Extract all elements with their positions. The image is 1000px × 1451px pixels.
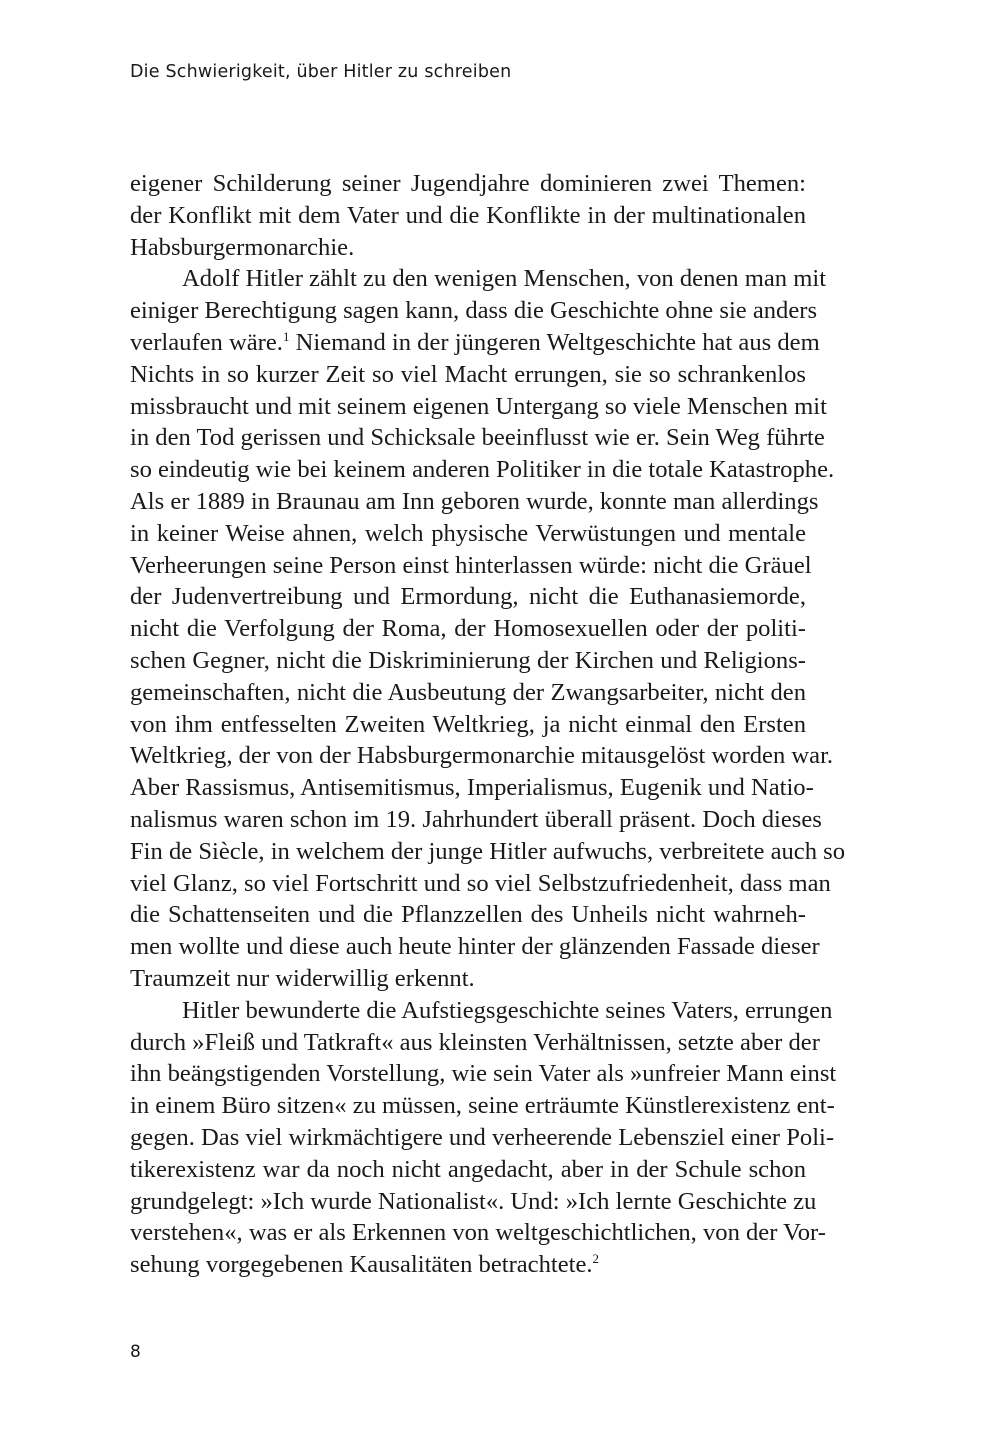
page-number: 8 [130, 1342, 141, 1362]
text-line: eigener Schilderung seiner Jugendjahre dominieren zwei Themen: [130, 170, 806, 197]
text-line: nicht die Verfolgung der Roma, der Homosexuellen oder der politi- [130, 615, 806, 643]
text-line: gegen. Das viel wirkmächtigere und verheerende Lebensziel einer Poli- [130, 1123, 835, 1151]
text-fragment: verlaufen wäre. [130, 328, 283, 356]
text-line: die Schattenseiten und die Pflanzzellen des Unheils nicht wahrneh- [130, 901, 806, 929]
text-line: einiger Berechtigung sagen kann, dass die Geschichte ohne sie anders [130, 297, 818, 325]
text-line: missbraucht und mit seinem eigenen Untergang so viele Menschen mit [130, 392, 827, 420]
footnote-marker[interactable]: 2 [592, 1251, 600, 1267]
text-line: schen Gegner, nicht die Diskriminierung der Kirchen und Religions- [130, 646, 806, 674]
text-line: in einem Büro sitzen« zu müssen, seine erträumte Künstlerexistenz ent- [130, 1092, 835, 1120]
text-line: Nichts in so kurzer Zeit so viel Macht errungen, sie so schrankenlos [130, 360, 806, 388]
text-line: Verheerungen seine Person einst hinterlassen würde: nicht die Gräuel [130, 551, 812, 579]
body-text [130, 168, 846, 1281]
text-fragment: sehung vorgegebenen Kausalitäten betrachtete. [130, 1251, 593, 1279]
text-line: verstehen«, was er als Erkennen von weltgeschichtlichen, von der Vor- [130, 1219, 826, 1247]
paragraph [130, 263, 846, 994]
running-head: Die Schwierigkeit, über Hitler zu schreiben [130, 62, 512, 82]
text-line: Fin de Siècle, in welchem der junge Hitler aufwuchs, verbreitete auch so [130, 837, 846, 865]
text-line: viel Glanz, so viel Fortschritt und so viel Selbstzufriedenheit, dass man [130, 869, 831, 897]
text-line: der Judenvertreibung und Ermordung, nicht die Euthanasiemorde, [130, 583, 806, 611]
text-line: Als er 1889 in Braunau am Inn geboren wurde, konnte man allerdings [130, 487, 819, 515]
text-line: so eindeutig wie bei keinem anderen Politiker in die totale Katastrophe. [130, 456, 835, 484]
text-line: von ihm entfesselten Zweiten Weltkrieg, ja nicht einmal den Ersten [130, 710, 806, 738]
text-line: in den Tod gerissen und Schicksale beeinflusst wie er. Sein Weg führte [130, 424, 825, 452]
text-line: Traumzeit nur widerwillig erkennt. [130, 964, 475, 992]
text-line: Aber Rassismus, Antisemitismus, Imperialismus, Eugenik und Natio- [130, 774, 814, 802]
text-line: men wollte und diese auch heute hinter der glänzenden Fassade dieser [130, 933, 820, 961]
text-line: Weltkrieg, der von der Habsburgermonarchie mitausgelöst worden war. [130, 742, 834, 770]
text-line: gemeinschaften, nicht die Ausbeutung der Zwangsarbeiter, nicht den [130, 678, 806, 706]
paragraph [130, 168, 806, 263]
text-line: in keiner Weise ahnen, welch physische Verwüstungen und mentale [130, 519, 806, 547]
text-line: Habsburgermonarchie. [130, 233, 355, 261]
paragraph [130, 995, 837, 1281]
text-fragment: Niemand in der jüngeren Weltgeschichte hat aus dem [295, 328, 820, 356]
text-line: tikerexistenz war da noch nicht angedacht, aber in der Schule schon [130, 1155, 806, 1183]
text-line: durch »Fleiß und Tatkraft« aus kleinsten Verhältnissen, setzte aber der [130, 1028, 820, 1056]
text-line: ihn beängstigenden Vorstellung, wie sein Vater als »unfreier Mann einst [130, 1060, 837, 1088]
text-line: Hitler bewunderte die Aufstiegsgeschichte seines Vaters, errungen [182, 996, 833, 1024]
footnote-marker[interactable]: 1 [282, 328, 290, 344]
text-line: nalismus waren schon im 19. Jahrhundert überall präsent. Doch dieses [130, 805, 822, 833]
text-line [130, 1249, 806, 1281]
text-line: grundgelegt: »Ich wurde Nationalist«. Und: »Ich lernte Geschichte zu [130, 1187, 817, 1215]
text-line: Adolf Hitler zählt zu den wenigen Menschen, von denen man mit [182, 265, 827, 293]
text-line: der Konflikt mit dem Vater und die Konflikte in der multinationalen [130, 201, 806, 229]
text-line [130, 327, 820, 359]
